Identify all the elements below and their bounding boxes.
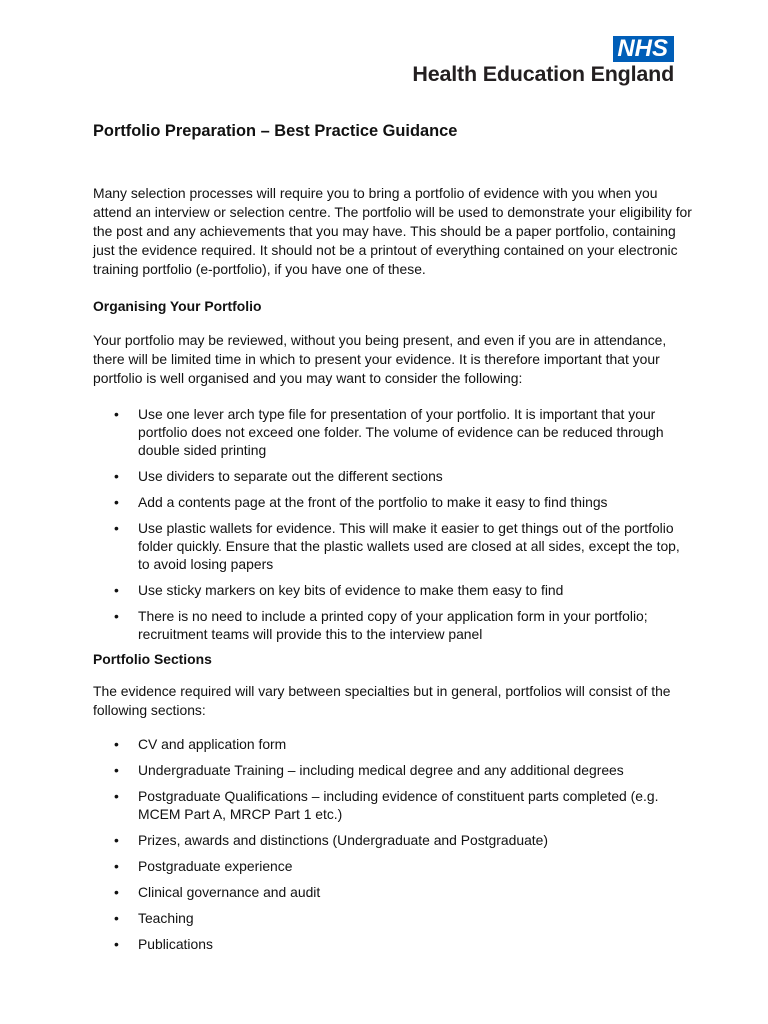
list-item: • Postgraduate experience [93,857,693,875]
nhs-badge: NHS [613,36,674,62]
document-title: Portfolio Preparation – Best Practice Guidance [93,122,458,140]
list-item: • There is no need to include a printed copy of your application form in your portfolio; recruitment teams will provide this to the interview panel [93,607,693,643]
organising-list [93,405,693,643]
list-item: • Teaching [93,909,693,927]
document-body [93,118,693,953]
list-item: • Prizes, awards and distinctions (Undergraduate and Postgraduate) [93,831,693,849]
organising-paragraph: Your portfolio may be reviewed, without you being present, and even if you are in attendance, there will be limited time in which to present your evidence. It is therefore important that your portfolio is well organised and you may want to consider the following: [93,332,667,386]
list-item: • Add a contents page at the front of the portfolio to make it easy to find things [93,493,693,511]
list-item: • Use plastic wallets for evidence. This will make it easier to get things out of the portfolio folder quickly. Ensure that the plastic wallets used are closed at all sides, except the top, to avoid losing papers [93,519,693,573]
organisation-name: Health Education England [412,62,674,86]
organising-heading: Organising Your Portfolio [93,298,262,314]
list-item: • Use sticky markers on key bits of evidence to make them easy to find [93,581,693,599]
intro-paragraph: Many selection processes will require you to bring a portfolio of evidence with you when you attend an interview or selection centre. The portfolio will be used to demonstrate your eligibility for the post and any achievements that you may have. This should be a paper portfolio, containing just the evidence required. It should not be a printout of everything contained on your electronic training portfolio (e-portfolio), if you have one of these. [93,185,692,277]
list-item: • Publications [93,935,693,953]
list-item: • Clinical governance and audit [93,883,693,901]
sections-paragraph: The evidence required will vary between specialties but in general, portfolios will consist of the following sections: [93,683,671,718]
list-item: • Use dividers to separate out the different sections [93,467,693,485]
list-item: • Undergraduate Training – including medical degree and any additional degrees [93,761,693,779]
list-item: • Use one lever arch type file for presentation of your portfolio. It is important that your portfolio does not exceed one folder. The volume of evidence can be reduced through double sided printing [93,405,693,459]
sections-list [93,735,693,953]
sections-heading: Portfolio Sections [93,651,212,667]
list-item: • Postgraduate Qualifications – including evidence of constituent parts completed (e.g. MCEM Part A, MRCP Part 1 etc.) [93,787,693,823]
hee-logo [412,36,674,87]
list-item: • CV and application form [93,735,693,753]
